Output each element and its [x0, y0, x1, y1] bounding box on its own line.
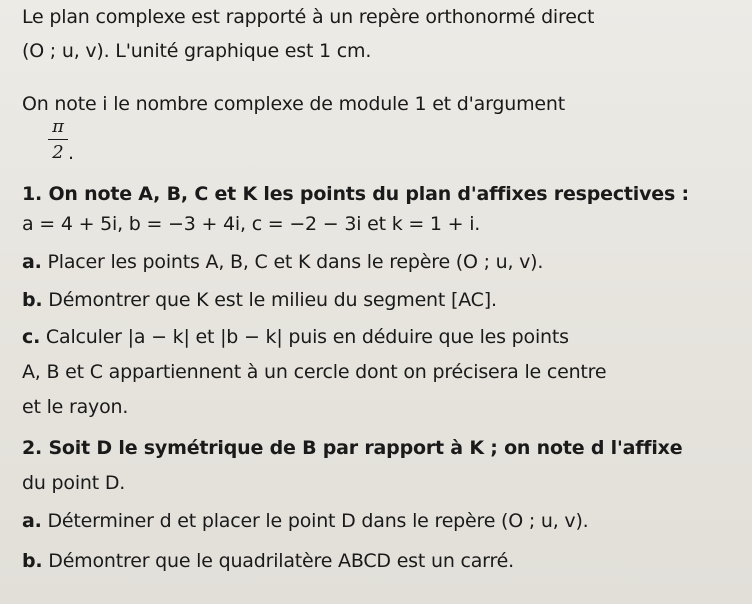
question-2-title-1: 2. Soit D le symétrique de B par rapport à K ; on note d l'affixe: [22, 437, 683, 459]
question-1b-label: b.: [22, 289, 43, 311]
question-1a-label: a.: [22, 251, 42, 273]
question-2a-text: Déterminer d et placer le point D dans le repère (O ; u, v).: [41, 510, 589, 532]
question-2b-text: Démontrer que le quadrilatère ABCD est un carré.: [42, 550, 514, 572]
question-1c-line-2: A, B et C appartiennent à un cercle dont on précisera le centre: [22, 361, 607, 383]
intro-line-2: (O ; u, v). L'unité graphique est 1 cm.: [22, 40, 372, 62]
question-1-title: 1. On note A, B, C et K les points du plan d'affixes respectives :: [22, 183, 689, 205]
question-2-title-2: du point D.: [22, 472, 126, 494]
intro-line-3: On note i le nombre complexe de module 1 et d'argument: [22, 93, 565, 115]
fraction-pi-over-2: [48, 116, 68, 163]
fraction-denominator: 2: [52, 142, 64, 163]
question-1c-line-3: et le rayon.: [22, 396, 129, 418]
fraction-bar: [48, 139, 68, 140]
question-1a: [22, 251, 543, 273]
question-1b: [22, 289, 497, 311]
question-1b-text: Démontrer que K est le milieu du segment [AC].: [42, 289, 497, 311]
fraction-numerator: π: [52, 116, 64, 137]
question-2b-label: b.: [22, 550, 43, 572]
question-2a-label: a.: [22, 510, 42, 532]
question-1a-text: Placer les points A, B, C et K dans le repère (O ; u, v).: [41, 251, 544, 273]
question-2b: [22, 550, 514, 572]
fraction-period: .: [68, 142, 74, 164]
question-1c-label: c.: [22, 326, 41, 348]
question-2a: [22, 510, 589, 532]
question-1c: [22, 326, 569, 348]
intro-line-1: Le plan complexe est rapporté à un repère orthonormé direct: [22, 6, 595, 28]
question-1c-text-1: Calculer |a − k| et |b − k| puis en déduire que les points: [40, 326, 569, 348]
question-1-affixes: a = 4 + 5i, b = −3 + 4i, c = −2 − 3i et k = 1 + i.: [22, 213, 481, 235]
